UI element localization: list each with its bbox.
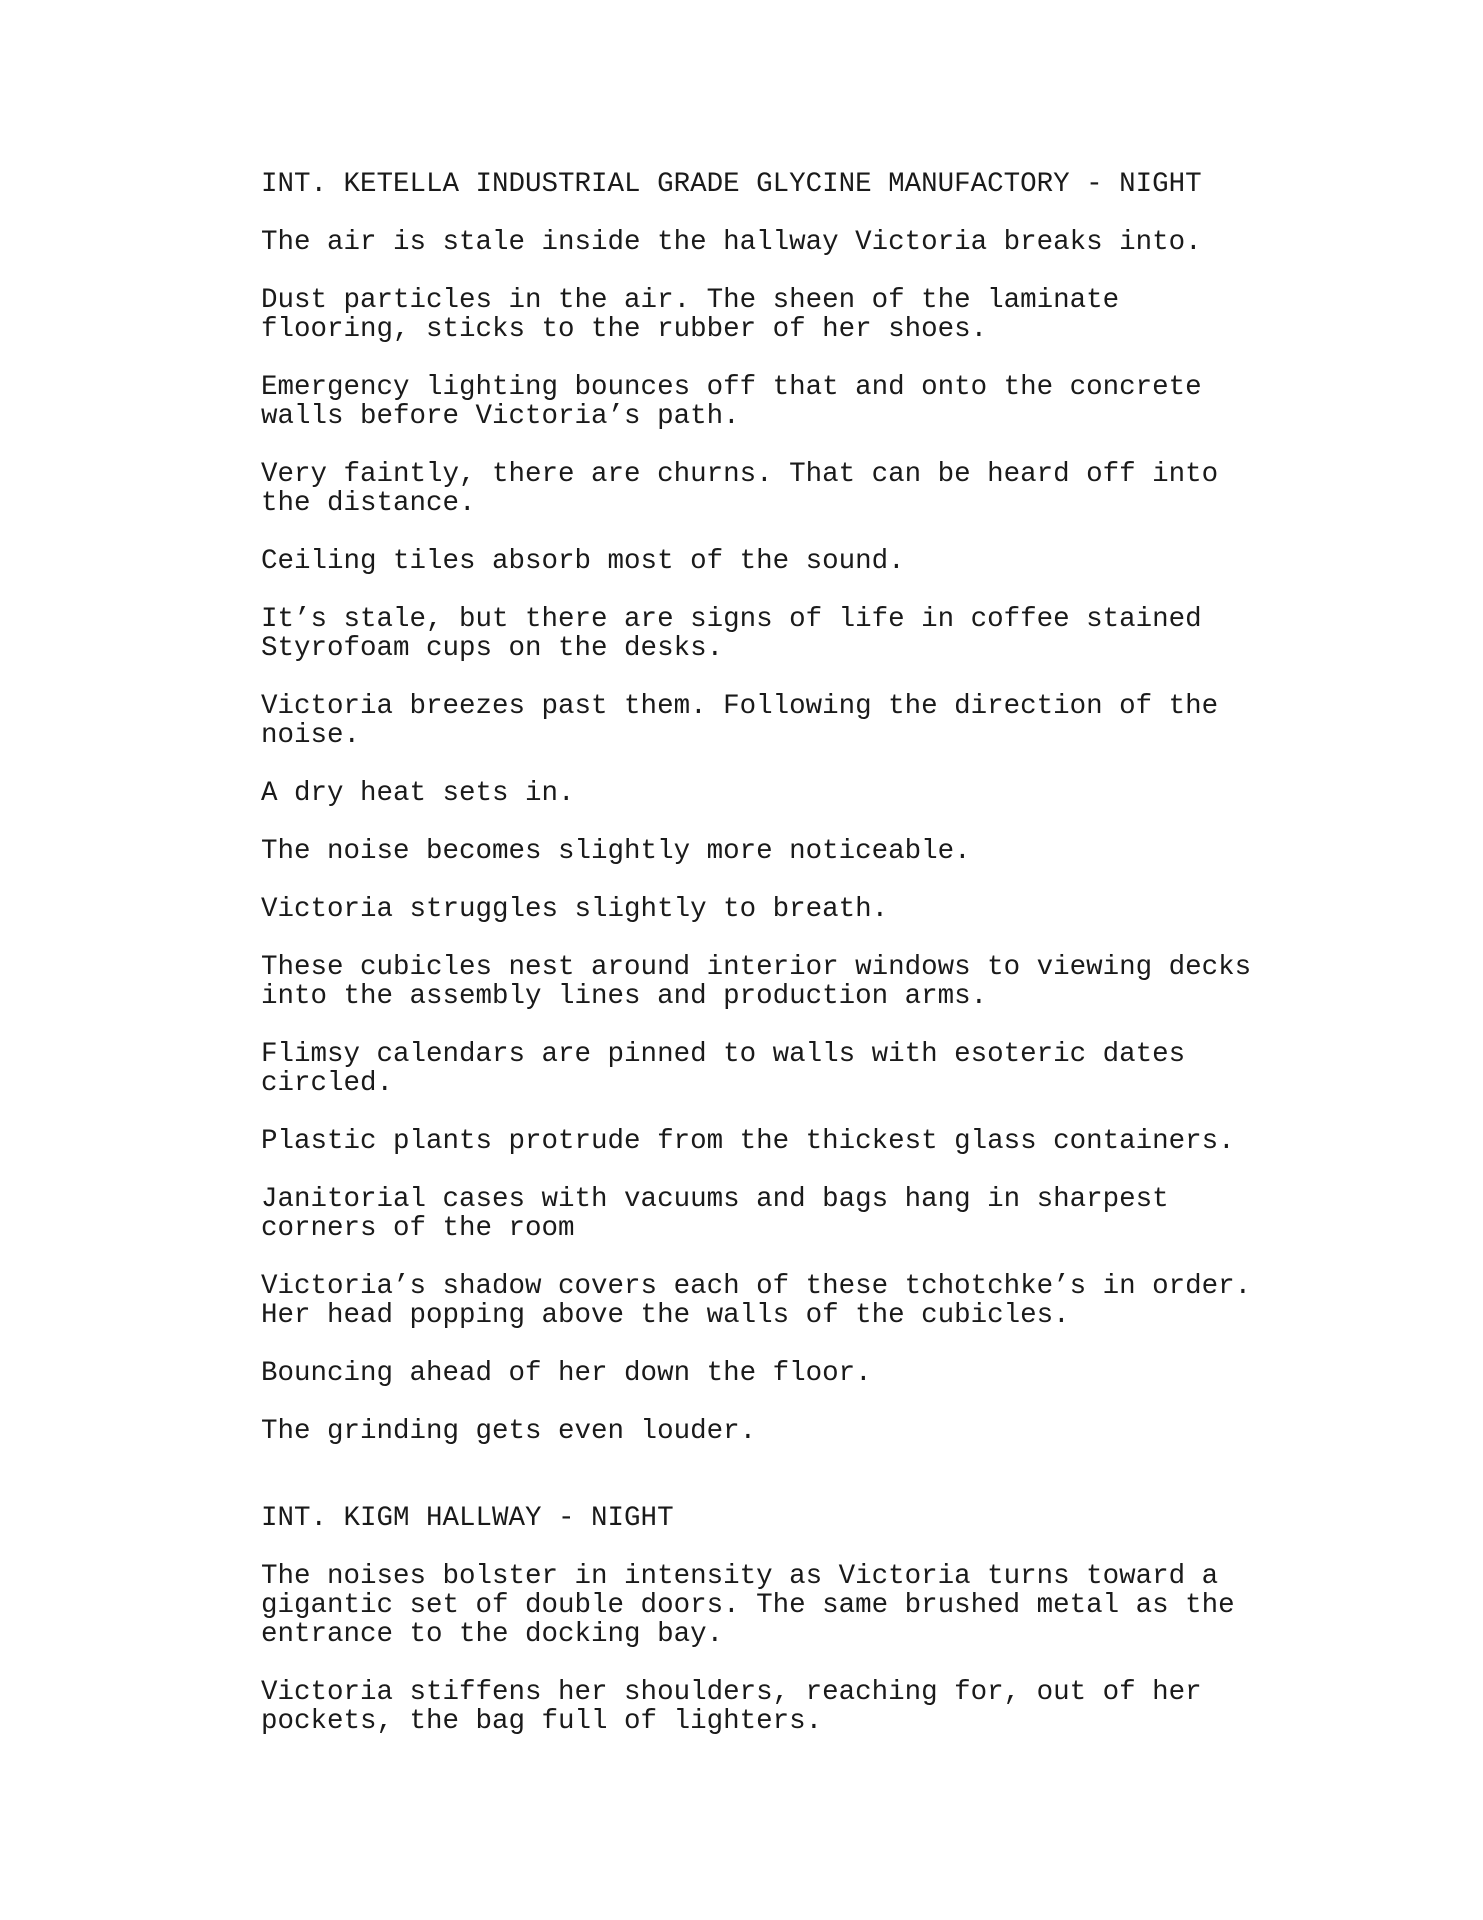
action-line: Plastic plants protrude from the thickest glass containers. bbox=[261, 1126, 1235, 1157]
screenplay-body bbox=[261, 170, 1311, 1765]
action-line: It’s stale, but there are signs of life in coffee stained bbox=[261, 604, 1202, 635]
action-line: Ceiling tiles absorb most of the sound. bbox=[261, 546, 905, 577]
action-line: The grinding gets even louder. bbox=[261, 1416, 757, 1447]
action-line: into the assembly lines and production arms. bbox=[261, 981, 988, 1012]
action-paragraph bbox=[261, 1359, 1311, 1388]
action-line: entrance to the docking bay. bbox=[261, 1619, 724, 1650]
action-line: walls before Victoria’s path. bbox=[261, 401, 740, 432]
action-line: circled. bbox=[261, 1068, 394, 1099]
action-paragraph bbox=[261, 1185, 1311, 1243]
action-line: corners of the room bbox=[261, 1213, 575, 1244]
action-line: These cubicles nest around interior windows to viewing decks bbox=[261, 952, 1252, 983]
action-paragraph bbox=[261, 1040, 1311, 1098]
action-paragraph bbox=[261, 228, 1311, 257]
action-line: Her head popping above the walls of the cubicles. bbox=[261, 1300, 1070, 1331]
action-line: flooring, sticks to the rubber of her shoes. bbox=[261, 314, 988, 345]
action-paragraph bbox=[261, 837, 1311, 866]
scene-break bbox=[261, 1475, 1311, 1504]
action-line: Victoria struggles slightly to breath. bbox=[261, 894, 889, 925]
action-line: Victoria stiffens her shoulders, reaching for, out of her bbox=[261, 1677, 1202, 1708]
action-paragraph bbox=[261, 605, 1311, 663]
action-line: The noises bolster in intensity as Victoria turns toward a bbox=[261, 1561, 1219, 1592]
scene-heading: INT. KIGM HALLWAY - NIGHT bbox=[261, 1503, 674, 1534]
action-paragraph bbox=[261, 1678, 1311, 1736]
action-paragraph bbox=[261, 692, 1311, 750]
action-paragraph bbox=[261, 1127, 1311, 1156]
action-paragraph bbox=[261, 953, 1311, 1011]
action-line: Victoria breezes past them. Following the direction of the bbox=[261, 691, 1219, 722]
action-paragraph bbox=[261, 373, 1311, 431]
action-paragraph bbox=[261, 286, 1311, 344]
action-line: the distance. bbox=[261, 488, 476, 519]
action-paragraph bbox=[261, 1562, 1311, 1649]
action-line: Very faintly, there are churns. That can be heard off into bbox=[261, 459, 1219, 490]
action-paragraph bbox=[261, 1417, 1311, 1446]
action-paragraph bbox=[261, 547, 1311, 576]
action-line: Janitorial cases with vacuums and bags hang in sharpest bbox=[261, 1184, 1169, 1215]
action-line: pockets, the bag full of lighters. bbox=[261, 1706, 823, 1737]
action-line: A dry heat sets in. bbox=[261, 778, 575, 809]
action-paragraph bbox=[261, 895, 1311, 924]
action-paragraph bbox=[261, 1272, 1311, 1330]
action-line: Styrofoam cups on the desks. bbox=[261, 633, 724, 664]
action-line: Emergency lighting bounces off that and onto the concrete bbox=[261, 372, 1202, 403]
action-line: noise. bbox=[261, 720, 361, 751]
action-line: Victoria’s shadow covers each of these tchotchke’s in order. bbox=[261, 1271, 1252, 1302]
action-line: gigantic set of double doors. The same brushed metal as the bbox=[261, 1590, 1235, 1621]
action-line: Flimsy calendars are pinned to walls with esoteric dates bbox=[261, 1039, 1186, 1070]
action-line: The noise becomes slightly more noticeable. bbox=[261, 836, 971, 867]
action-line: Dust particles in the air. The sheen of the laminate bbox=[261, 285, 1120, 316]
action-paragraph bbox=[261, 779, 1311, 808]
action-paragraph bbox=[261, 460, 1311, 518]
scene-heading: INT. KETELLA INDUSTRIAL GRADE GLYCINE MANUFACTORY - NIGHT bbox=[261, 169, 1202, 200]
action-line: Bouncing ahead of her down the floor. bbox=[261, 1358, 872, 1389]
action-line: The air is stale inside the hallway Victoria breaks into. bbox=[261, 227, 1202, 258]
